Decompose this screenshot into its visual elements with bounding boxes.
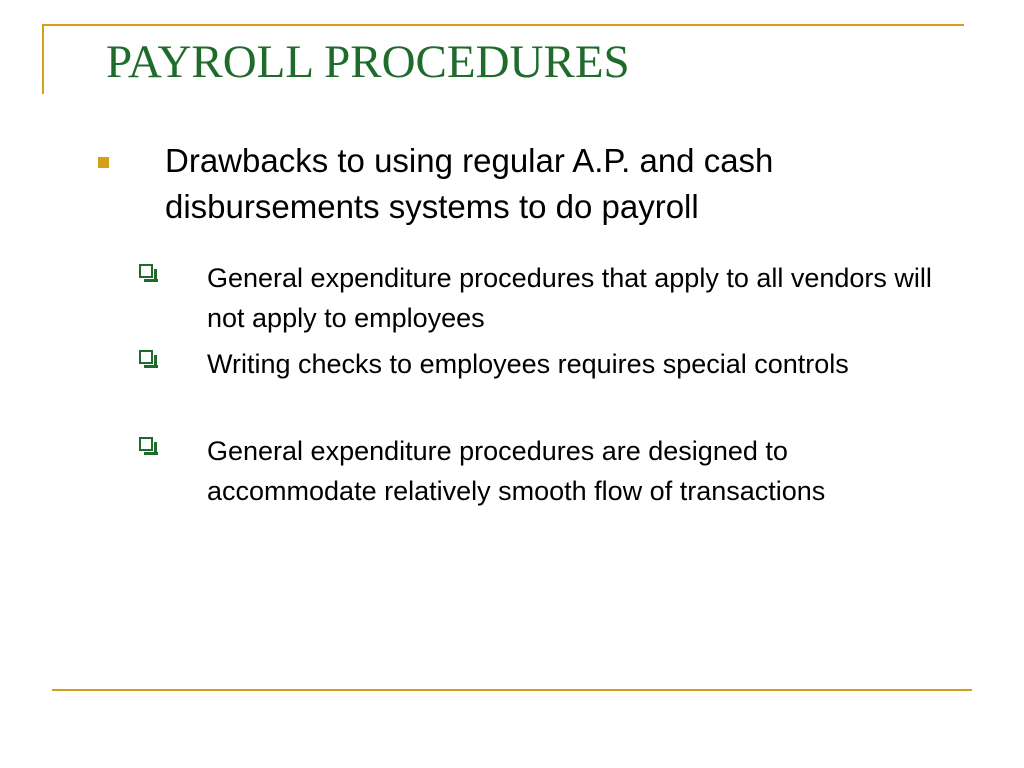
sub-bullet-item: General expenditure procedures are designed to accommodate relatively smooth flow of transactions [207, 436, 826, 506]
checkbox-bullet-icon [139, 437, 153, 451]
sub-bullet-item: General expenditure procedures that apply to all vendors will not apply to employees [207, 263, 932, 333]
frame-bottom-line [52, 689, 972, 691]
page-title: PAYROLL PROCEDURES [106, 36, 630, 88]
checkbox-bullet-icon [139, 350, 153, 364]
frame-vertical-line [42, 24, 44, 94]
bullet-item-level1: Drawbacks to using regular A.P. and cash disbursements systems to do payroll [165, 142, 774, 225]
frame-top-line [42, 24, 964, 26]
square-bullet-icon [98, 157, 109, 168]
sub-bullet-item: Writing checks to employees requires special controls [207, 349, 849, 379]
checkbox-bullet-icon [139, 264, 153, 278]
